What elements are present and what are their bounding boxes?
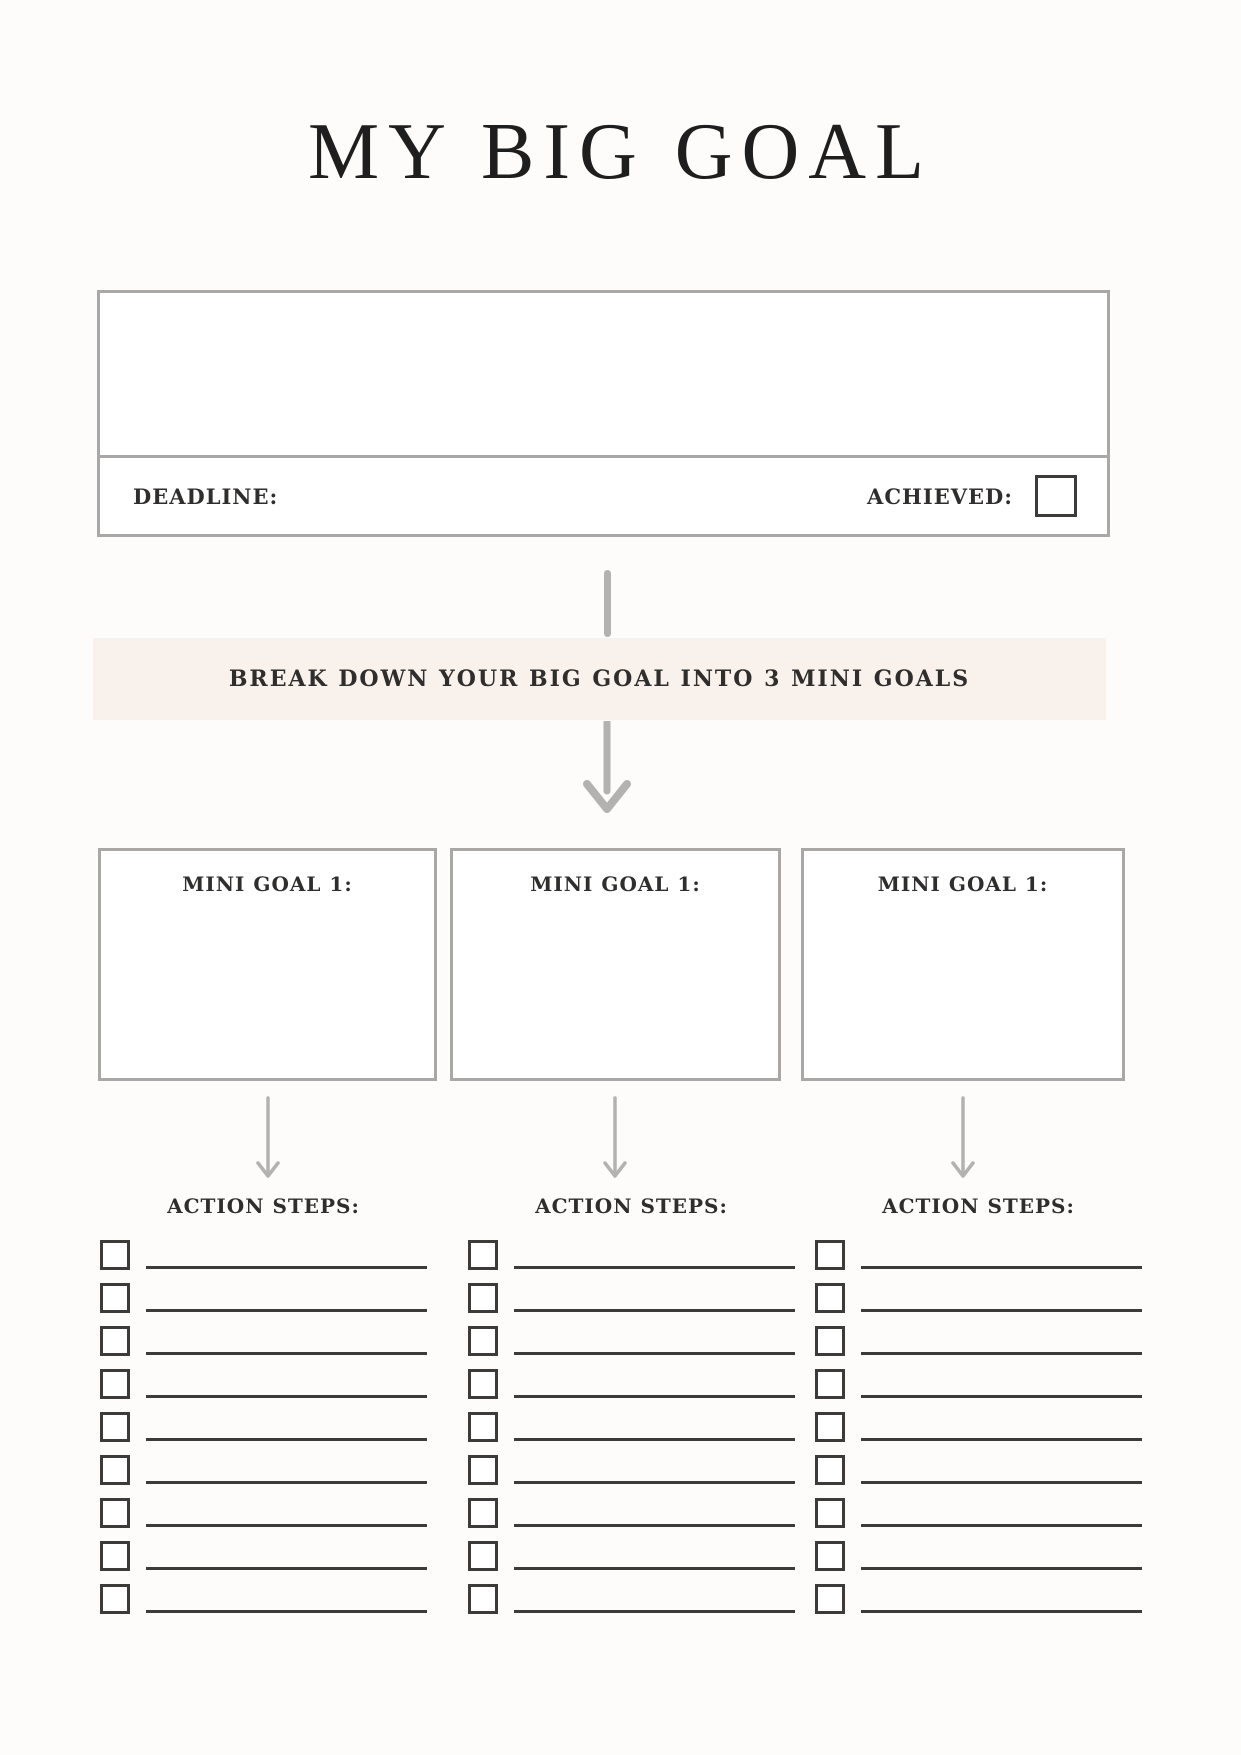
action-step-write-line[interactable] [146, 1326, 427, 1355]
action-step-checkbox[interactable] [468, 1326, 498, 1356]
action-steps-checklist-3 [815, 1240, 1142, 1627]
action-step-write-line[interactable] [861, 1369, 1142, 1398]
mini-goal-label: MINI GOAL 1: [530, 872, 701, 896]
action-step-write-line[interactable] [514, 1283, 795, 1312]
action-step-write-line[interactable] [514, 1541, 795, 1570]
deadline-label: DEADLINE: [133, 483, 279, 509]
action-step-checkbox[interactable] [100, 1326, 130, 1356]
action-step-write-line[interactable] [514, 1412, 795, 1441]
action-step-write-line[interactable] [861, 1326, 1142, 1355]
action-step-row [100, 1240, 427, 1270]
action-step-write-line[interactable] [514, 1369, 795, 1398]
action-step-write-line[interactable] [146, 1369, 427, 1398]
action-step-row [815, 1369, 1142, 1399]
action-step-row [815, 1240, 1142, 1270]
action-step-write-line[interactable] [861, 1412, 1142, 1441]
action-step-checkbox[interactable] [468, 1283, 498, 1313]
down-arrow-icon [602, 1096, 628, 1181]
action-step-row [815, 1498, 1142, 1528]
action-step-row [815, 1541, 1142, 1571]
instruction-banner [93, 638, 1106, 720]
action-step-checkbox[interactable] [815, 1498, 845, 1528]
mini-goal-write-area[interactable] [101, 896, 434, 1056]
action-step-checkbox[interactable] [815, 1326, 845, 1356]
action-step-row [815, 1584, 1142, 1614]
action-step-checkbox[interactable] [100, 1584, 130, 1614]
action-step-checkbox[interactable] [100, 1369, 130, 1399]
action-step-checkbox[interactable] [815, 1584, 845, 1614]
big-goal-write-area[interactable] [100, 293, 1107, 458]
action-step-checkbox[interactable] [468, 1412, 498, 1442]
action-step-checkbox[interactable] [815, 1240, 845, 1270]
action-step-checkbox[interactable] [468, 1498, 498, 1528]
action-step-row [100, 1541, 427, 1571]
action-step-row [468, 1498, 795, 1528]
action-steps-checklist-2 [468, 1240, 795, 1627]
action-step-checkbox[interactable] [100, 1455, 130, 1485]
achieved-group [867, 475, 1077, 517]
action-step-write-line[interactable] [514, 1498, 795, 1527]
mini-goal-box-2 [450, 848, 781, 1081]
action-step-checkbox[interactable] [468, 1584, 498, 1614]
action-step-row [468, 1326, 795, 1356]
action-step-write-line[interactable] [146, 1541, 427, 1570]
action-step-write-line[interactable] [146, 1455, 427, 1484]
action-step-row [100, 1498, 427, 1528]
action-step-write-line[interactable] [146, 1283, 427, 1312]
action-step-write-line[interactable] [861, 1455, 1142, 1484]
action-step-row [468, 1283, 795, 1313]
action-step-row [468, 1541, 795, 1571]
action-step-row [100, 1455, 427, 1485]
action-step-checkbox[interactable] [815, 1412, 845, 1442]
action-step-write-line[interactable] [861, 1541, 1142, 1570]
action-step-row [815, 1412, 1142, 1442]
action-step-checkbox[interactable] [815, 1541, 845, 1571]
action-step-checkbox[interactable] [815, 1283, 845, 1313]
action-step-row [100, 1326, 427, 1356]
mini-goal-label: MINI GOAL 1: [182, 872, 353, 896]
action-steps-label-3: ACTION STEPS: [882, 1194, 1075, 1218]
action-step-write-line[interactable] [861, 1240, 1142, 1269]
action-step-row [815, 1326, 1142, 1356]
action-step-row [468, 1240, 795, 1270]
action-step-write-line[interactable] [146, 1498, 427, 1527]
achieved-label: ACHIEVED: [867, 483, 1013, 509]
action-step-row [468, 1369, 795, 1399]
action-step-row [815, 1455, 1142, 1485]
action-step-row [468, 1455, 795, 1485]
action-steps-label-2: ACTION STEPS: [535, 1194, 728, 1218]
action-step-write-line[interactable] [861, 1498, 1142, 1527]
action-step-checkbox[interactable] [815, 1455, 845, 1485]
action-step-row [100, 1584, 427, 1614]
action-step-row [468, 1412, 795, 1442]
action-step-checkbox[interactable] [100, 1412, 130, 1442]
action-step-write-line[interactable] [861, 1283, 1142, 1312]
action-step-write-line[interactable] [146, 1584, 427, 1613]
down-connector-line [604, 570, 611, 637]
action-step-row [468, 1584, 795, 1614]
down-arrow-icon [579, 721, 635, 815]
page-title: MY BIG GOAL [308, 108, 933, 196]
action-step-checkbox[interactable] [100, 1498, 130, 1528]
action-step-write-line[interactable] [514, 1455, 795, 1484]
down-arrow-icon [255, 1096, 281, 1181]
action-step-checkbox[interactable] [468, 1455, 498, 1485]
mini-goal-write-area[interactable] [804, 896, 1122, 1056]
action-step-write-line[interactable] [146, 1412, 427, 1441]
action-step-row [100, 1369, 427, 1399]
instruction-banner-text: BREAK DOWN YOUR BIG GOAL INTO 3 MINI GOALS [228, 666, 971, 692]
action-steps-checklist-1 [100, 1240, 427, 1627]
action-step-write-line[interactable] [514, 1584, 795, 1613]
goal-meta-row [100, 458, 1107, 534]
big-goal-box [97, 290, 1110, 537]
mini-goal-box-3 [801, 848, 1125, 1081]
down-arrow-icon [950, 1096, 976, 1181]
action-step-row [100, 1283, 427, 1313]
action-step-write-line[interactable] [514, 1240, 795, 1269]
action-step-checkbox[interactable] [100, 1240, 130, 1270]
mini-goal-write-area[interactable] [453, 896, 778, 1056]
mini-goal-box-1 [98, 848, 437, 1081]
action-step-checkbox[interactable] [100, 1283, 130, 1313]
action-step-checkbox[interactable] [468, 1369, 498, 1399]
action-step-checkbox[interactable] [100, 1541, 130, 1571]
action-step-row [815, 1283, 1142, 1313]
action-step-checkbox[interactable] [815, 1369, 845, 1399]
action-step-checkbox[interactable] [468, 1541, 498, 1571]
action-step-write-line[interactable] [514, 1326, 795, 1355]
mini-goal-label: MINI GOAL 1: [877, 872, 1049, 896]
action-step-write-line[interactable] [861, 1584, 1142, 1613]
action-steps-label-1: ACTION STEPS: [167, 1194, 360, 1218]
action-step-checkbox[interactable] [468, 1240, 498, 1270]
achieved-checkbox[interactable] [1035, 475, 1077, 517]
action-step-row [100, 1412, 427, 1442]
action-step-write-line[interactable] [146, 1240, 427, 1269]
